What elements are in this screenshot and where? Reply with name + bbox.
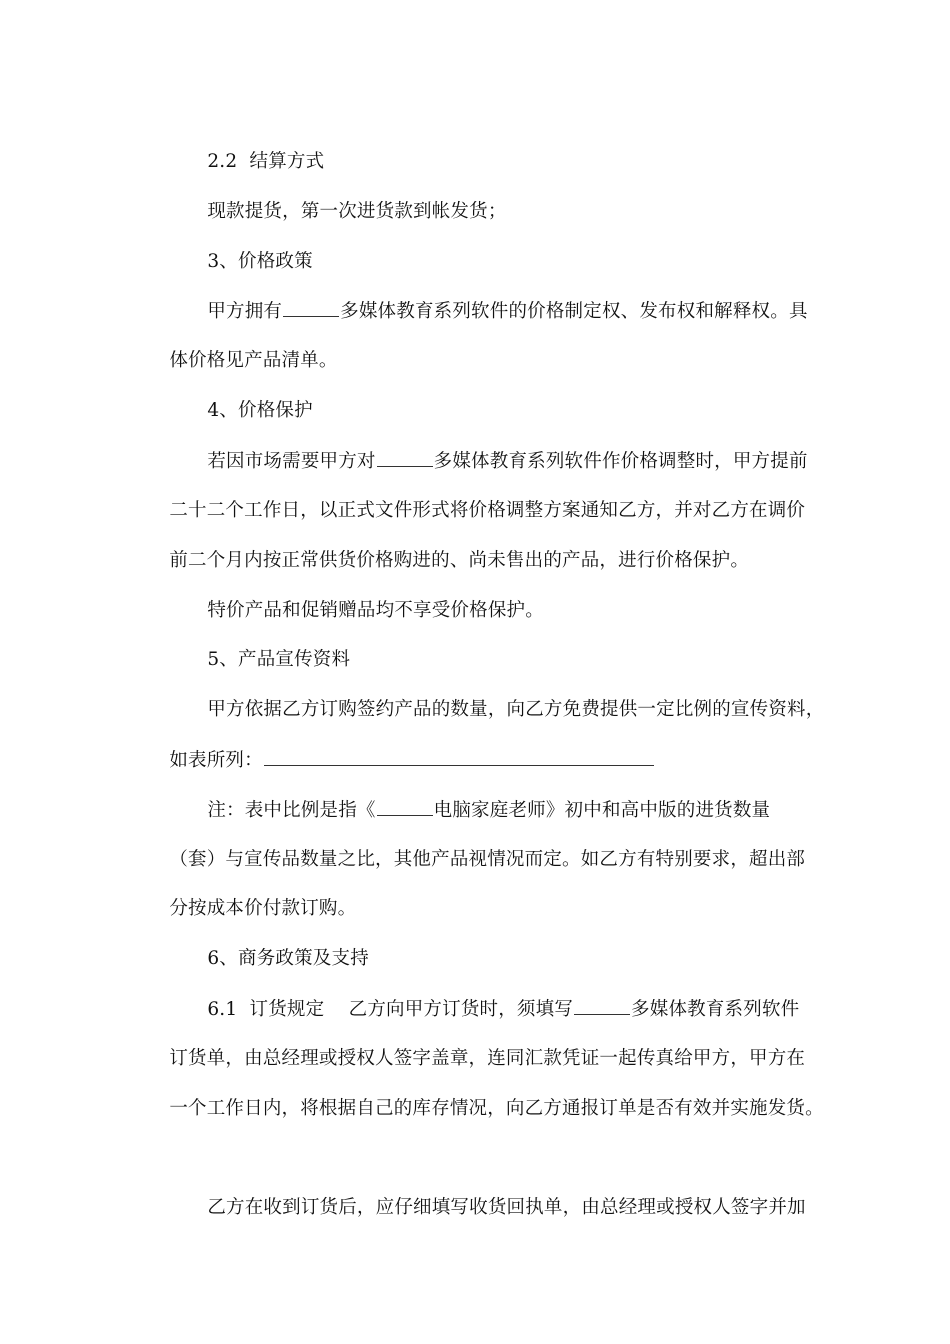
- paragraph-text: 若因市场需要甲方对: [207, 451, 376, 472]
- paragraph-text: 多媒体教育系列软件的价格制定权、发布权和解释权。具: [340, 301, 808, 322]
- heading-text: 5、产品宣传资料: [207, 649, 351, 670]
- paragraph-line: [183, 1172, 806, 1244]
- paragraph-text: 多媒体教育系列软件作价格调整时，甲方提前: [433, 451, 808, 472]
- fill-in-blank: [377, 798, 433, 816]
- fill-in-blank: [283, 299, 339, 317]
- paragraph-text: 乙方在收到订货后，应仔细填写收货回执单，由总经理或授权人签字并加: [207, 1197, 806, 1218]
- paragraph-line: [145, 1073, 824, 1145]
- paragraph-text: 甲方拥有: [207, 301, 283, 322]
- paragraph-text: 体价格见产品清单。: [169, 350, 338, 371]
- paragraph-text: 多媒体教育系列软件: [631, 999, 800, 1020]
- paragraph-text: 电脑家庭老师》初中和高中版的进货数量: [433, 800, 771, 821]
- paragraph-text: 特价产品和促销赠品均不享受价格保护。: [207, 600, 544, 621]
- fill-in-blank: [264, 748, 654, 766]
- fill-in-blank: [377, 449, 433, 467]
- paragraph-text: 现款提货，第一次进货款到帐发货；: [207, 201, 507, 222]
- paragraph-text: 分按成本价付款订购。: [169, 898, 357, 919]
- fill-in-blank: [574, 997, 630, 1015]
- paragraph-text: 注：表中比例是指《: [207, 800, 376, 821]
- heading-text: 4、价格保护: [207, 400, 313, 421]
- paragraph-text: 二十二个工作日，以正式文件形式将价格调整方案通知乙方，并对乙方在调价: [169, 500, 806, 521]
- paragraph-text: 订货单，由总经理或授权人签字盖章，连同汇款凭证一起传真给甲方，甲方在: [169, 1048, 806, 1069]
- paragraph-text: 甲方依据乙方订购签约产品的数量，向乙方免费提供一定比例的宣传资料，: [207, 699, 825, 720]
- heading-text: 3、价格政策: [207, 251, 313, 272]
- paragraph-text: 一个工作日内，将根据自己的库存情况，向乙方通报订单是否有效并实施发货。: [169, 1098, 824, 1119]
- paragraph-text: 6.1 订货规定 乙方向甲方订货时，须填写: [207, 999, 574, 1020]
- paragraph-text: 如表所列：: [169, 750, 263, 771]
- heading-text: 2.2 结算方式: [207, 151, 325, 172]
- paragraph-text: （套）与宣传品数量之比，其他产品视情况而定。如乙方有特别要求，超出部: [169, 849, 806, 870]
- heading-text: 6、商务政策及支持: [207, 948, 369, 969]
- paragraph-text: 前二个月内按正常供货价格购进的、尚未售出的产品，进行价格保护。: [169, 550, 750, 571]
